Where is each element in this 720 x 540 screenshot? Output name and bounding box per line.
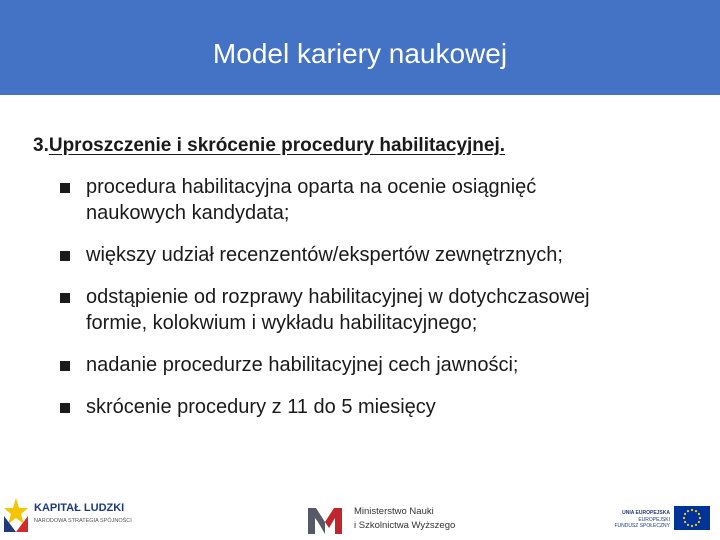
list-item [58, 284, 698, 336]
kapital-ludzki-mark-icon [4, 496, 28, 532]
eu-line3: FUNDUSZ SPOŁECZNY [614, 523, 670, 529]
list-item [58, 394, 698, 420]
square-bullet-icon [60, 251, 70, 261]
kapital-subtitle: NARODOWA STRATEGIA SPÓJNOŚCI [34, 518, 132, 524]
heading-number: 3. [33, 135, 49, 156]
section-heading [33, 135, 505, 157]
square-bullet-icon [60, 403, 70, 413]
kapital-title: KAPITAŁ LUDZKI [34, 502, 125, 514]
list-item [58, 352, 698, 378]
bullet-text-cont: naukowych kandydata; [86, 202, 290, 224]
list-item [58, 242, 698, 268]
footer-logos [0, 490, 720, 540]
slide-title: Model kariery naukowej [212, 37, 508, 69]
bullet-list [58, 174, 698, 436]
ministry-logo [308, 500, 458, 534]
ministry-mark-icon [308, 506, 342, 534]
kapital-ludzki-logo [4, 494, 134, 534]
title-bar [0, 0, 720, 95]
bullet-text: procedura habilitacyjna oparta na ocenie osiągnięć [86, 176, 537, 198]
bullet-text: odstąpienie od rozprawy habilitacyjnej w dotychczasowej [86, 286, 590, 308]
square-bullet-icon [60, 183, 70, 193]
list-item [58, 174, 698, 226]
eu-line2: EUROPEJSKI [638, 517, 670, 523]
eu-flag-icon [674, 506, 710, 530]
bullet-text: skrócenie procedury z 11 do 5 miesięcy [86, 396, 436, 418]
eu-logo [610, 500, 716, 536]
bullet-text: większy udział recenzentów/ekspertów zewnętrznych; [86, 244, 563, 266]
ministry-line1: Ministerstwo Nauki [354, 506, 434, 517]
square-bullet-icon [60, 293, 70, 303]
bullet-text-cont: formie, kolokwium i wykładu habilitacyjnego; [86, 312, 478, 334]
heading-text: Uproszczenie i skrócenie procedury habilitacyjnej. [48, 135, 506, 156]
square-bullet-icon [60, 361, 70, 371]
bullet-text: nadanie procedurze habilitacyjnej cech jawności; [86, 354, 519, 376]
eu-line1: UNIA EUROPEJSKA [622, 510, 670, 516]
ministry-line2: i Szkolnictwa Wyższego [354, 520, 456, 531]
